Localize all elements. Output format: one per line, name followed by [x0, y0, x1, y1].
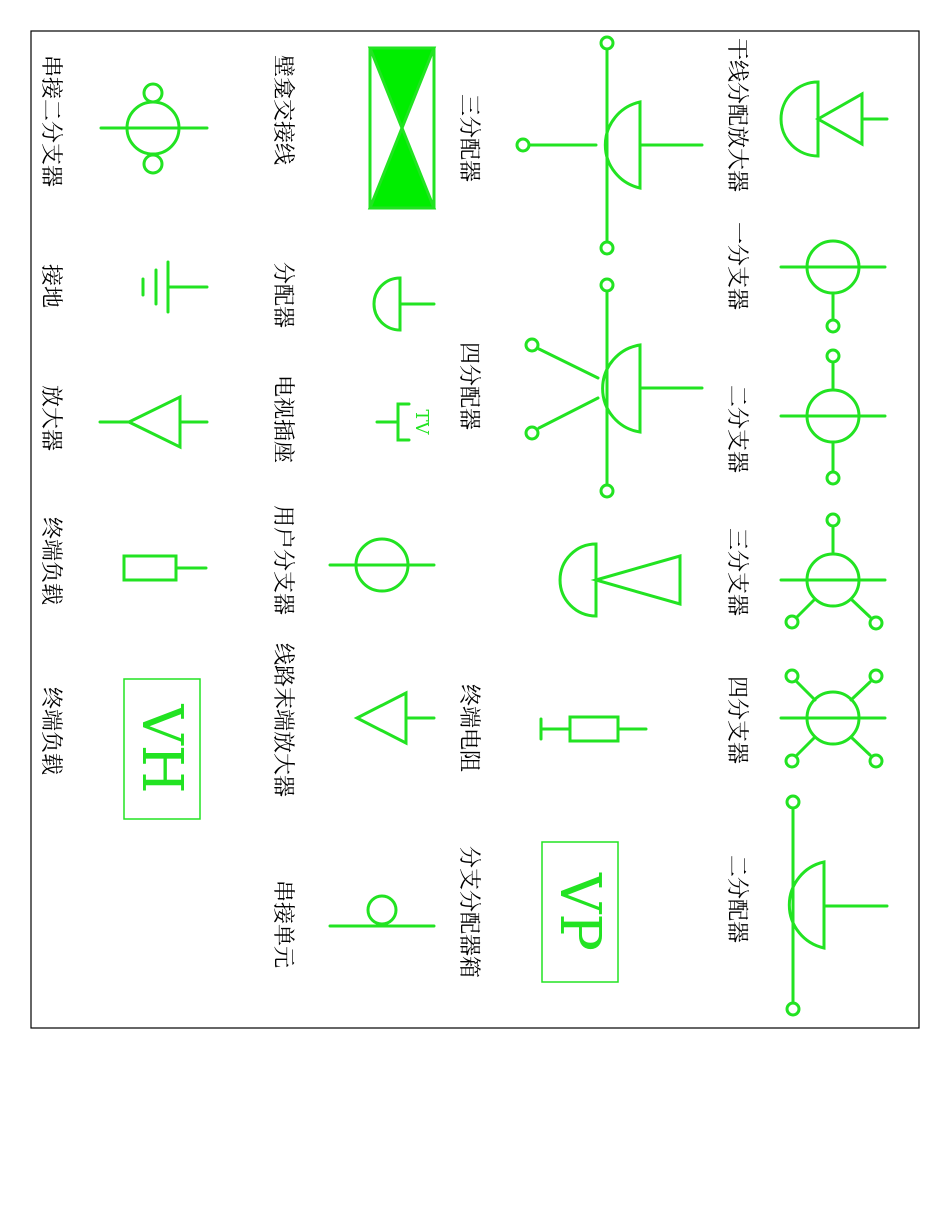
splitter-symbol	[374, 278, 434, 330]
label-wall-box: 壁龛交接线	[270, 55, 295, 166]
trunk-amplifier-symbol	[781, 82, 887, 156]
label-tv-outlet: 电视插座	[270, 375, 295, 464]
label-terminal-resistor: 终端电阻	[456, 684, 481, 773]
terminal-load-symbol	[124, 556, 206, 580]
vh-glyph: VH	[129, 704, 194, 794]
one-way-tap-symbol	[781, 241, 885, 332]
label-splitter: 分配器	[270, 262, 295, 329]
labels-column-3	[270, 55, 295, 968]
labels-column-2	[456, 94, 481, 978]
label-three-way-tap: 三分支器	[724, 528, 749, 617]
three-way-splitter-symbol	[517, 37, 702, 254]
wall-box-symbol	[370, 48, 434, 208]
label-series-two-way-tap: 串接二分支器	[38, 55, 63, 188]
label-amplifier: 放大器	[38, 385, 63, 452]
label-distribution-box: 分支分配器箱	[456, 846, 481, 979]
label-trunk-amplifier: 干线分配放大器	[724, 38, 749, 193]
four-way-splitter-symbol	[526, 279, 702, 497]
label-four-way-tap: 四分支器	[724, 676, 749, 765]
label-one-way-tap: 一分支器	[724, 222, 749, 311]
line-end-amplifier-symbol	[357, 693, 434, 743]
terminal-load-vh-symbol	[124, 679, 200, 819]
label-two-way-tap: 二分支器	[724, 385, 749, 474]
vp-glyph: VP	[547, 872, 612, 952]
label-series-unit: 串接单元	[270, 880, 295, 969]
directional-amplifier-symbol	[560, 544, 680, 616]
series-two-way-tap-symbol	[101, 84, 207, 173]
three-way-tap-symbol	[781, 514, 885, 629]
labels-column-4	[38, 55, 63, 775]
four-way-tap-symbol	[781, 670, 885, 767]
label-three-way-splitter: 三分配器	[456, 94, 481, 183]
label-ground: 接地	[38, 264, 63, 309]
label-two-way-splitter: 二分配器	[724, 855, 749, 944]
label-line-end-amplifier: 线路末端放大器	[270, 643, 295, 798]
labels-column-1	[724, 38, 749, 943]
two-way-tap-symbol	[781, 350, 885, 484]
label-terminal-load: 终端负载	[38, 517, 63, 606]
user-tap-symbol	[330, 539, 434, 591]
ground-symbol	[143, 262, 207, 312]
two-way-splitter-symbol	[787, 796, 887, 1015]
label-four-way-splitter: 四分配器	[456, 342, 481, 431]
distribution-box-symbol	[542, 842, 618, 982]
tv-outlet-symbol	[377, 404, 432, 440]
terminal-resistor-symbol	[541, 717, 646, 741]
label-terminal-load-vh: 终端负载	[38, 687, 63, 776]
series-unit-symbol	[330, 896, 434, 926]
label-user-tap: 用户分支器	[270, 505, 295, 616]
amplifier-symbol	[100, 397, 207, 447]
tv-glyph: TV	[411, 409, 432, 435]
